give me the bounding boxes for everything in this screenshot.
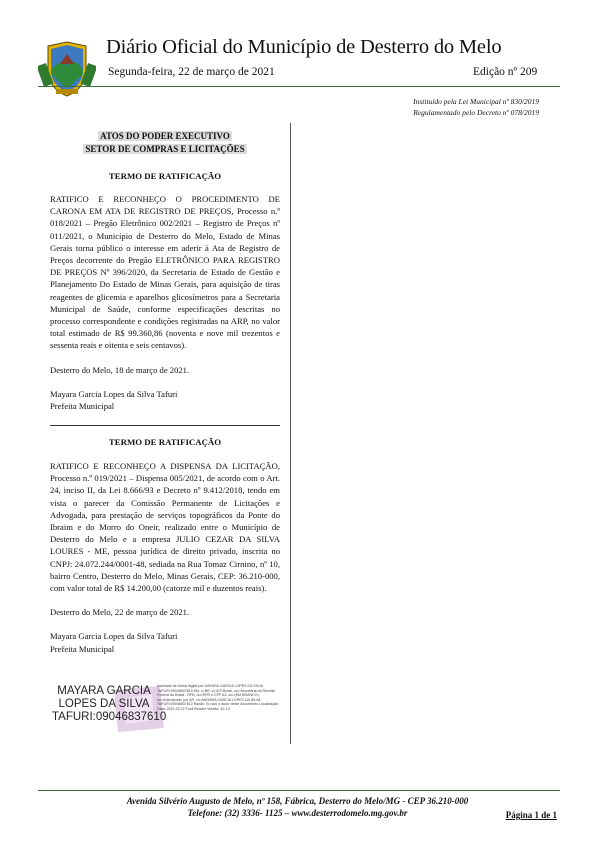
act2-body: RATIFICO E RECONHEÇO A DISPENSA DA LICITAÇÃO, Processo n.º 019/2021 – Dispensa 005/2021, de acordo com o Art. 24, inciso II, da Lei 8.666/93 e Decreto nº 9.412/2018, tendo em vista o parecer da Comissão Permanente de Licitações e Advogada, para prestação de serviços topográficos da Ponte do Ibraim e do Morro do Oneir, realizado entre o Município de Desterro do Melo e a empresa JULIO CEZAR DA SILVA LOURES - ME, pessoa jurídica de direito privado, inscrita no CNPJ: 24.072.244/0001-48, sediada na Rua Tomaz Cirnino, nº 10, bairro Centro, Desterro do Melo, Minas Gerais, CEP: 36.210-000, com valor total de R$ 14.200,00 (catorze mil e duzentos reais).	[50, 461, 280, 594]
heading-purchasing: SETOR DE COMPRAS E LICITAÇÕES	[85, 144, 245, 154]
act1-title: TERMO DE RATIFICAÇÃO	[108, 171, 222, 181]
act-separator	[50, 425, 280, 426]
act2-role: Prefeita Municipal	[50, 643, 115, 654]
municipal-coat-of-arms-logo	[38, 40, 96, 98]
act1-role: Prefeita Municipal	[50, 401, 115, 412]
footer-address: Avenida Silvério Augusto de Melo, nº 158, Fábrica, Desterro do Melo/MG - CEP 36.210-000	[126, 796, 469, 806]
act1-place-date: Desterro do Melo, 18 de março de 2021.	[50, 364, 190, 375]
column-divider	[290, 123, 291, 744]
edition-number: Edição nº 209	[473, 66, 538, 78]
act1-block	[50, 193, 280, 412]
header-divider	[38, 86, 560, 87]
page-number: Página 1 de 1	[505, 810, 557, 820]
digital-signature-details: Assinado de forma digital por MAYARA GARCIA LOPES DA SILVA TAFURI:09046837610 DN: c=BR, o=ICP-Brasil, ou=Secretaria da Receita Federal do Brasil - RFB, ou=RFB e-CPF A3, ou=(EM BRANCO), ou=Autenticado por AR, cn=MAYARA GARCIA LOPES DA SILVA TAFURI:09046837610 Razão: Eu sou o autor deste documento Localização: Data: 2021.03.22 Foxit Reader Versão: 10.1.0	[157, 684, 279, 711]
act1-body: RATIFICO E RECONHEÇO O PROCEDIMENTO DE CARONA EM ATA DE REGISTRO DE PREÇOS, Processo n.º 018/2021 – Pregão Eletrônico 002/2021 – Registro de Preços nº 011/2021, o Município de Desterro do Melo, Estado de Minas Gerais torna público o interesse em aderir à Ata de Registro de Preços decorrente do Pregão ELETRÔNICO PARA REGISTRO DE PREÇOS Nº 396/2020, da Secretaria de Estado de Gestão e Planejamento Do Estado de Minas Gerais, para aquisição de tiras reagentes de glicemia e aparelhos glicosímetros para a Secretaria Municipal de Saúde, conforme especificações descritas no processo correspondente e condições registradas na ARP, no valor total estimado de R$ 99.360,86 (noventa e nove mil trezentos e sessenta reais e oitenta e seis centavos).	[50, 194, 280, 351]
heading-executive: ATOS DO PODER EXECUTIVO	[100, 131, 230, 141]
section-heading	[50, 130, 280, 156]
page-title: Diário Oficial do Município de Desterro do Melo	[106, 36, 502, 58]
act1-signer: Mayara Garcia Lopes da Silva Tafuri	[50, 388, 178, 399]
footer-divider	[38, 790, 560, 791]
act2-place-date: Desterro do Melo, 22 de março de 2021.	[50, 607, 190, 618]
act2-block	[50, 460, 280, 655]
footer-contact: Telefone: (32) 3336- 1125 – www.desterrodomelo.mg.gov.br	[187, 808, 408, 818]
publication-date: Segunda-feira, 22 de março de 2021	[108, 66, 275, 78]
digital-signature-name: MAYARA GARCIA LOPES DA SILVA TAFURI:09046837610	[52, 685, 167, 723]
institution-law: Instituído pela Lei Municipal nº 830/2019	[413, 97, 539, 106]
act2-title: TERMO DE RATIFICAÇÃO	[108, 437, 222, 447]
institution-decree: Regulamentado pelo Decreto nº 078/2019	[413, 108, 539, 117]
act2-signer: Mayara Garcia Lopes da Silva Tafuri	[50, 631, 178, 642]
